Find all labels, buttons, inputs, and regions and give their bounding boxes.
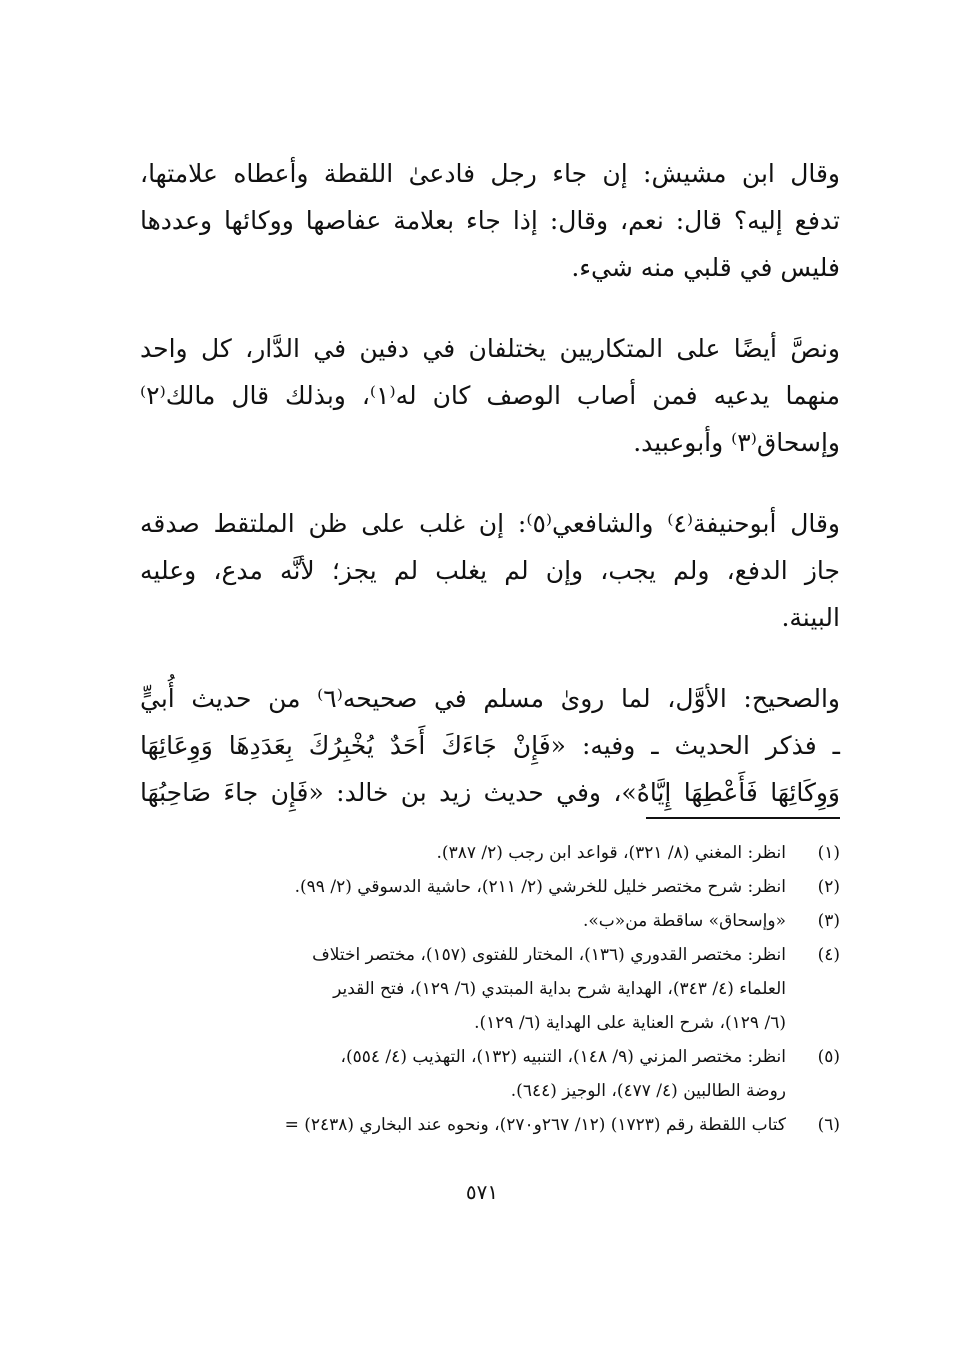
footnotes [140,836,840,1142]
text-line: تدفع إليه؟ قال: نعم، وقال: إذا جاء بعلامة عفاصها ووكائها وعددها [140,206,840,235]
footnote-separator [646,817,840,819]
footnote-line: (٦/ ١٢٩)، شرح العناية على الهداية (٦/ ١٢٩). [474,1013,786,1033]
footnote-text [140,836,786,870]
footnote-line: كتاب اللقطة رقم (١٧٢٣) (١٢/ ٢٦٧و٢٧٠)، ونحوه عند البخاري (٢٤٣٨) = [284,1115,786,1135]
footnote-number: (٣) [817,911,840,931]
footnote-line: انظر: مختصر المزني (٩/ ١٤٨)، التنبيه (١٣٢)، التهذيب (٤/ ٥٥٤)، [340,1047,786,1067]
text-line: منهما يدعيه فمن أصاب الوصف كان له⁽١⁾، وبذلك قال مالك⁽٢⁾ [140,381,840,410]
footnote [140,870,840,904]
footnote-number: (١) [817,843,840,863]
footnote-line: انظر: شرح مختصر خليل للخرشي (٢/ ٢١١)، حاشية الدسوقي (٢/ ٩٩). [294,877,786,897]
text-line: ونصَّ أيضًا على المتكاريين يختلفان في دفين في الدَّار، كل واحد [140,334,840,363]
footnote-line: العلماء (٤/ ٣٤٣)، الهداية شرح بداية المبتدي (٦/ ١٢٩)، فتح القدير [333,979,786,999]
footnote-number: (٤) [817,945,840,965]
footnote-text [140,870,786,904]
text-line: وَوِكَائِهَا فَأَعْطِهَا إِيَّاهُ»، وفي حديث زيد بن خالد: «فَإِن جاءَ صَاحِبُهَا [140,778,840,807]
paragraph-1 [140,150,840,291]
footnote-line: انظر: المغني (٨/ ٣٢١)، قواعد ابن رجب (٢/ ٣٨٧). [436,843,786,863]
footnote [140,938,840,1040]
footnote-line: «وإسحاق» ساقطة من«ب». [583,911,786,931]
page-number: ٥٧١ [465,1180,499,1204]
paragraph-4 [140,675,840,816]
main-text [140,150,840,850]
footnote [140,904,840,938]
text-line: وإسحاق⁽٣⁾ وأبوعبيد. [633,428,840,457]
footnote-text [140,938,786,1040]
text-line: البينة. [781,603,840,632]
footnote-text [140,1040,786,1108]
text-line: ـ فذكر الحديث ـ وفيه: «فَإِنْ جَاءَكَ أَحَدٌ يُخْبِرُكَ بِعَدَدِهَا وَوِعَائِهَا [140,731,840,760]
paragraph-3 [140,500,840,641]
footnote [140,1040,840,1108]
footnote-number: (٢) [817,877,840,897]
footnote-number: (٥) [817,1047,840,1067]
paragraph-2 [140,325,840,466]
footnote [140,836,840,870]
text-line: جاز الدفع، ولم يجب، وإن لم يغلب لم يجز؛ لأنَّه مدع، وعليه [140,556,840,585]
footnote-line: انظر: مختصر القدوري (١٣٦)، المختار للفتوى (١٥٧)، مختصر اختلاف [312,945,786,965]
text-line: وقال ابن مشيش: إن جاء رجل فادعىٰ اللقطة وأعطاه علامتها، [140,159,840,188]
footnote [140,1108,840,1142]
footnote-number: (٦) [817,1115,840,1135]
footnote-line: روضة الطالبين (٤/ ٤٧٧)، الوجيز (٦٤٤). [510,1081,786,1101]
footnote-text [140,904,786,938]
text-line: فليس في قلبي منه شيء. [571,253,840,282]
footnote-text [140,1108,786,1142]
text-line: والصحيح: الأوَّل، لما روىٰ مسلم في صحيحه⁽٦⁾ من حديث أُبيٍّ [140,684,840,713]
text-line: وقال أبوحنيفة⁽٤⁾ والشافعي⁽٥⁾: إن غلب على ظن الملتقط صدقه [140,509,841,538]
